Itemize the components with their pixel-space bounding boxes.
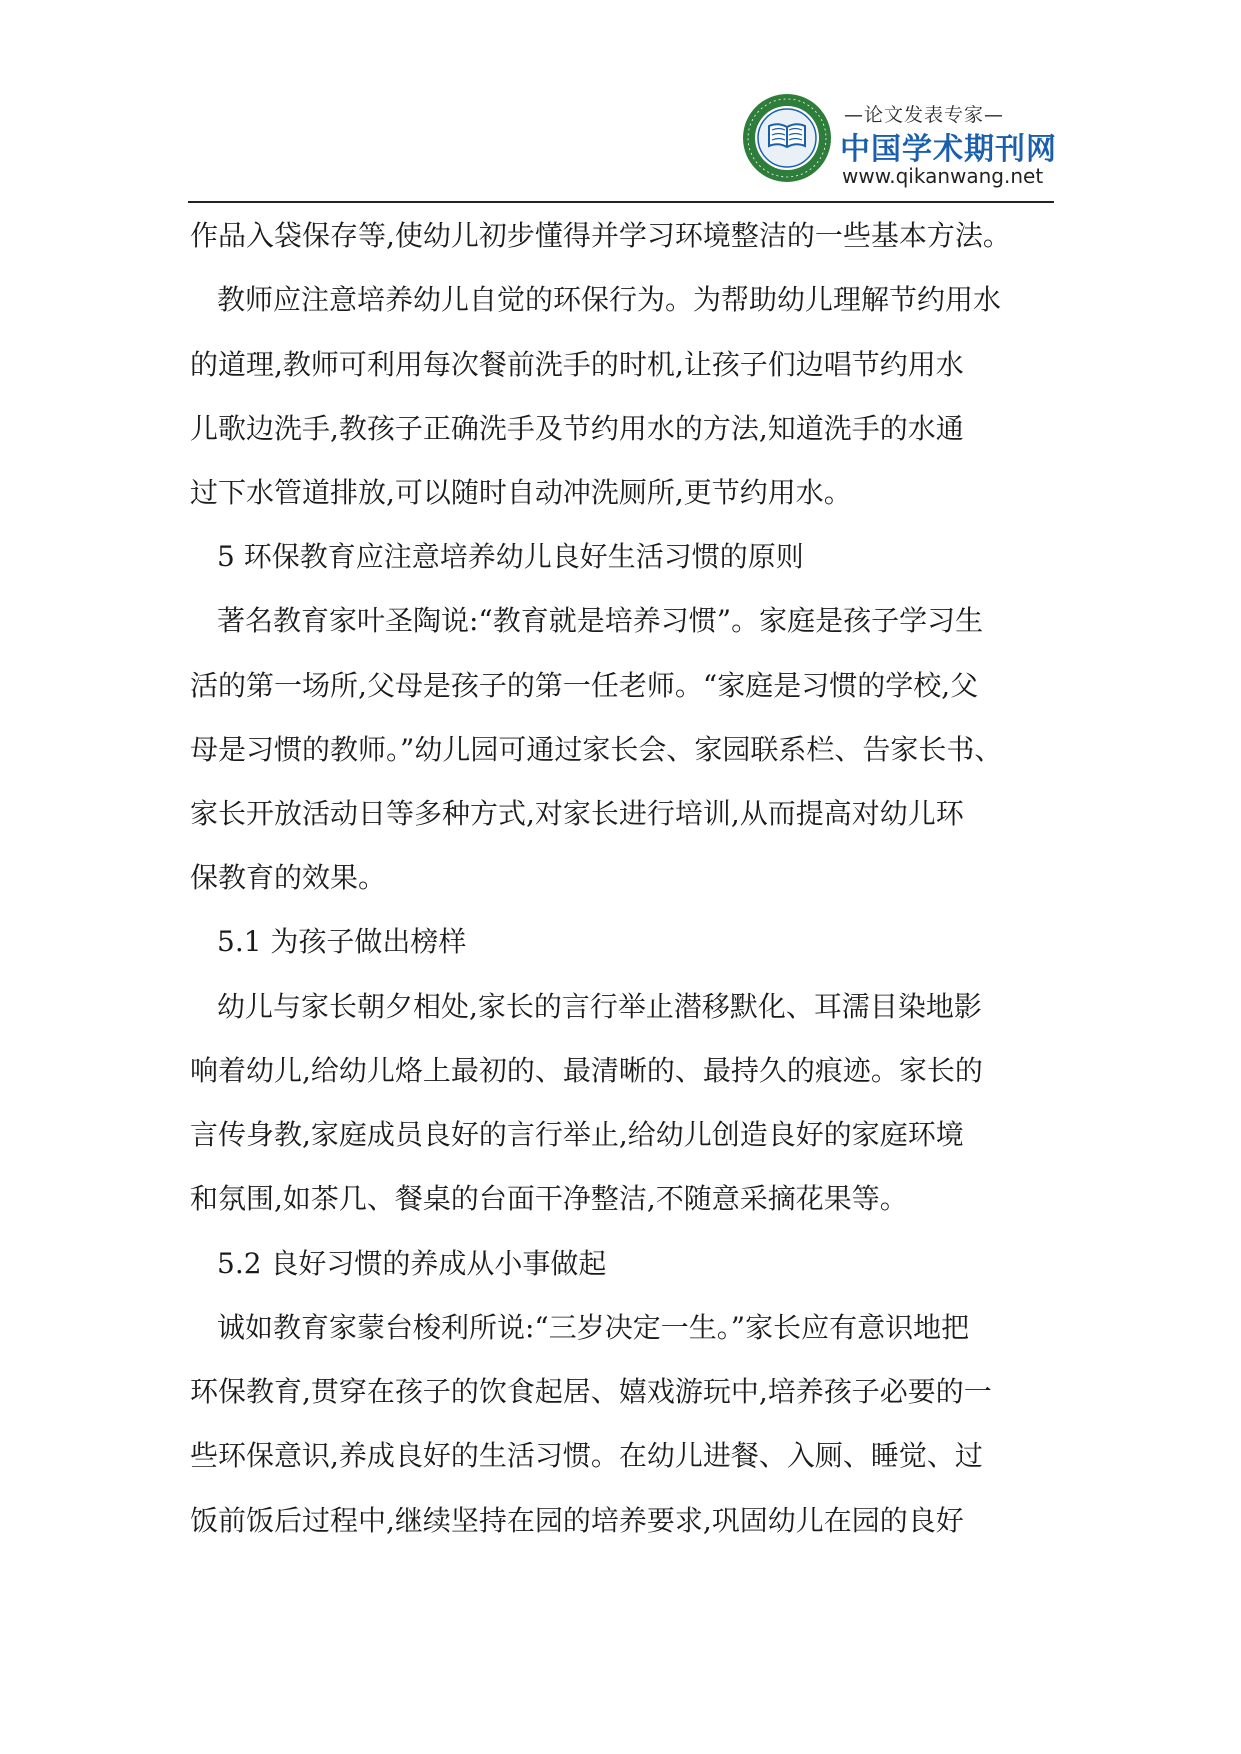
logo-name: 中国学术期刊网 [840, 132, 1057, 167]
paragraph-line: 言传身教,家庭成员良好的言行举止,给幼儿创造良好的家庭环境 [190, 1118, 964, 1151]
subsection-heading: 5.2 良好习惯的养成从小事做起 [217, 1247, 607, 1280]
paragraph-line: 响着幼儿,给幼儿烙上最初的、最清晰的、最持久的痕迹。家长的 [190, 1054, 983, 1087]
paragraph-line: 些环保意识,养成良好的生活习惯。在幼儿进餐、入厕、睡觉、过 [190, 1439, 983, 1472]
journal-logo-text [840, 100, 1060, 190]
paragraph-line: 作品入袋保存等,使幼儿初步懂得并学习环境整洁的一些基本方法。 [190, 219, 1011, 252]
paragraph-line: 著名教育家叶圣陶说:“教育就是培养习惯”。家庭是孩子学习生 [217, 604, 984, 637]
paragraph-line: 儿歌边洗手,教孩子正确洗手及节约用水的方法,知道洗手的水通 [190, 412, 964, 445]
paragraph-line: 饭前饭后过程中,继续坚持在园的培养要求,巩固幼儿在园的良好 [190, 1504, 964, 1537]
header-divider [188, 201, 1054, 203]
subsection-heading: 5.1 为孩子做出榜样 [217, 925, 467, 958]
logo-url: www.qikanwang.net [842, 164, 1044, 188]
paragraph-line: 环保教育,贯穿在孩子的饮食起居、嬉戏游玩中,培养孩子必要的一 [190, 1375, 992, 1408]
paragraph-line: 幼儿与家长朝夕相处,家长的言行举止潜移默化、耳濡目染地影 [217, 990, 982, 1023]
paragraph-line: 教师应注意培养幼儿自觉的环保行为。为帮助幼儿理解节约用水 [217, 283, 1002, 316]
paragraph-line: 活的第一场所,父母是孩子的第一任老师。“家庭是习惯的学校,父 [190, 669, 979, 702]
page-header [188, 80, 1057, 204]
section-heading: 5 环保教育应注意培养幼儿良好生活习惯的原则 [217, 540, 804, 573]
paragraph-line: 诚如教育家蒙台梭利所说:“三岁决定一生。”家长应有意识地把 [217, 1311, 970, 1344]
paragraph-line: 和氛围,如茶几、餐桌的台面干净整洁,不随意采摘花果等。 [190, 1182, 908, 1215]
journal-seal-logo [741, 92, 833, 184]
paragraph-line: 家长开放活动日等多种方式,对家长进行培训,从而提高对幼儿环 [190, 797, 964, 830]
paragraph-line: 过下水管道排放,可以随时自动冲洗厕所,更节约用水。 [190, 476, 852, 509]
paragraph-line: 的道理,教师可利用每次餐前洗手的时机,让孩子们边唱节约用水 [190, 348, 964, 381]
paragraph-line: 保教育的效果。 [190, 861, 387, 894]
logo-tagline: —论文发表专家— [844, 104, 1005, 126]
paragraph-line: 母是习惯的教师。”幼儿园可通过家长会、家园联系栏、告家长书、 [190, 733, 1003, 766]
